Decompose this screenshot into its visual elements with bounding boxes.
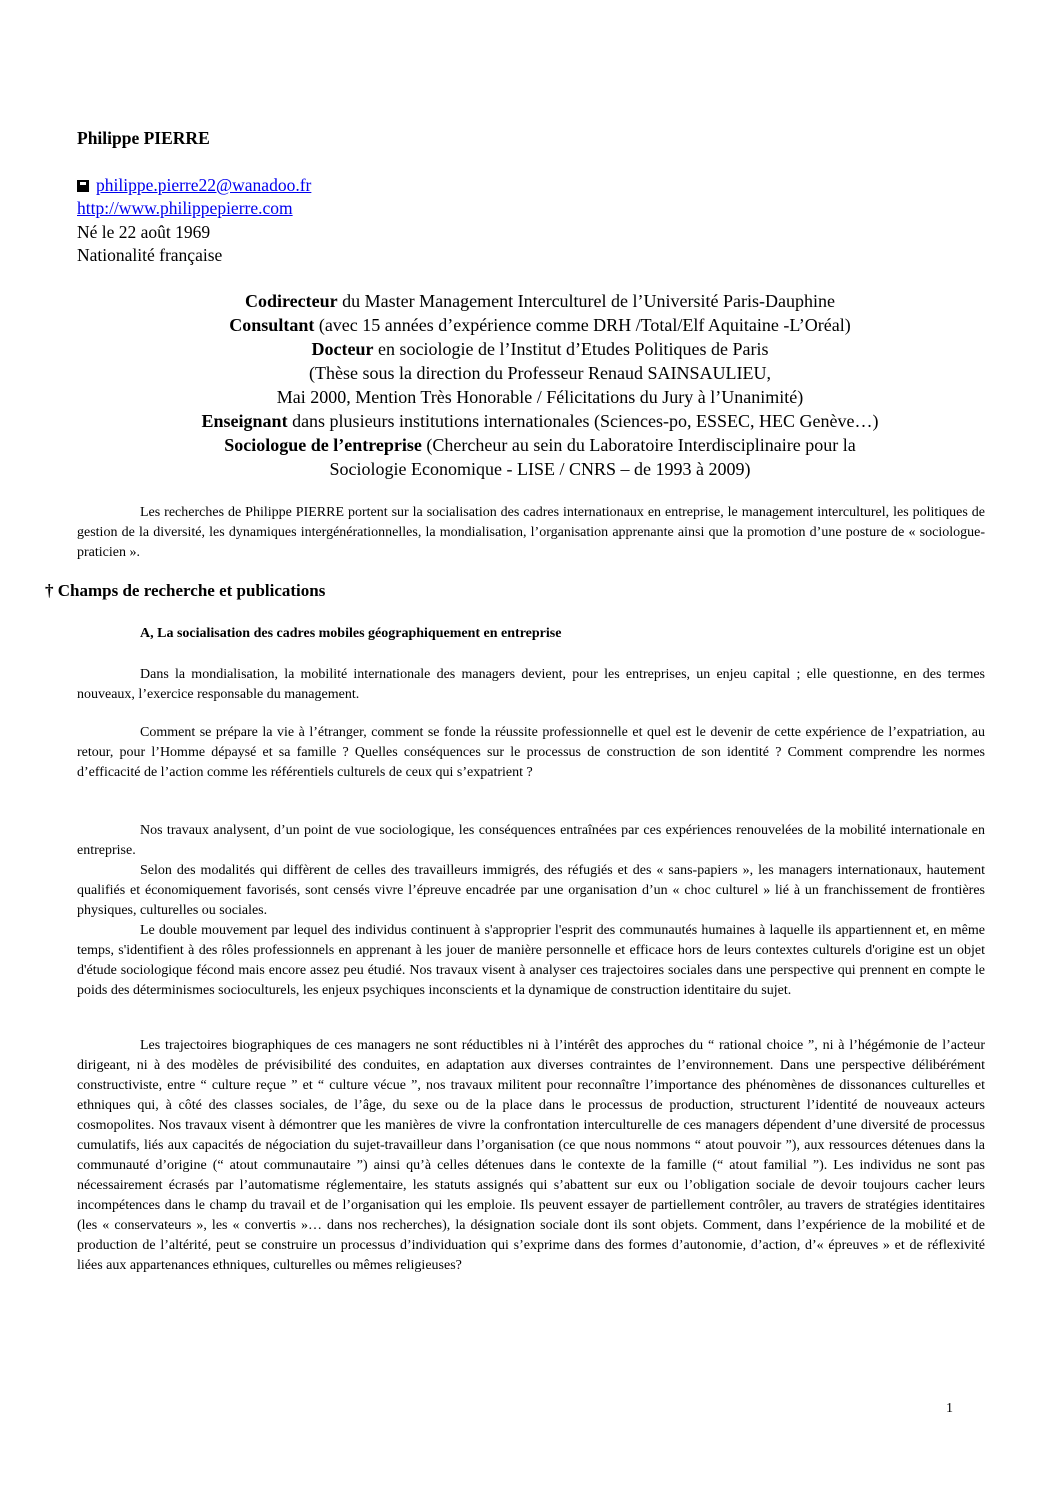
paragraph: Selon des modalités qui diffèrent de celles des travailleurs immigrés, des réfugiés et des « sans-papiers », les managers internationaux, hautement qualifiés et économiquement favorisés, sont censés vivre l’épreuve encadrée par une organisation d’un « choc culturel » lié à un franchissement de frontières physiques, culturelles ou sociales.	[77, 863, 985, 918]
paragraph: Les trajectoires biographiques de ces managers ne sont réductibles ni à l’intérêt des approches du “ rational choice ”, ni à l’hégémonie de l’acteur dirigeant, ni à des modèles de prévisibilité des conduites, en adaptation aux diverses contraintes de l’environnement. Dans une perspective délibérément constructiviste, entre “ culture reçue ” et “ culture vécue ”, nos travaux militent pour reconnaître l’importance des phénomènes de dissonances culturelles et ethniques qui, à côté des classes sociales, de l’âge, du sexe ou de la place dans le processus de production, structurent l’identité de nouveaux acteurs cosmopolites. Nos travaux visent à démontrer que les manières de vivre la confrontation interculturelle de ces managers dépendent d’une diversité de processus cumulatifs, liés aux capacités de négociation du sujet-travailleur dans l’organisation (ce que nous nommons “ atout pouvoir ”), aux ressources détenues dans la communauté d’origine (“ atout communautaire ”) ainsi qu’à celles détenues dans le contexte de la famille (“ atout familial ”). Les individus ne sont pas nécessairement écrasés par l’automatisme réglementaire, les statuts assignés qui s’abattent sur eux ou l’obligation sociale de devoir toujours cacher leurs incompétences dans le champ du travail et de l’organisation qui les emploie. Ils peuvent essayer de partiellement contrôler, au travers de stratégies identitaires (les « conservateurs », les « convertis »… dans nos recherches), la désignation sociale dont ils sont objets. Comment, dans l’expérience de la mobilité et de production de l’altérité, peut se construire un processus d’individuation qui s’exprime dans des formes d’autonomie, d’action, d’« épreuves » et de réflexivité liées aux appartenances ethniques, culturelles ou mêmes religieuses?	[77, 1038, 985, 1273]
position-detail: Mai 2000, Mention Très Honorable / Félicitations du Jury à l’Unanimité)	[276, 387, 804, 407]
paragraph: Dans la mondialisation, la mobilité internationale des managers devient, pour les entreprises, un enjeu capital ; elle questionne, en des termes nouveaux, l’exercice responsable du management.	[77, 667, 985, 702]
author-name: Philippe PIERRE	[77, 128, 210, 148]
position-detail: dans plusieurs institutions internationales (Sciences-po, ESSEC, HEC Genève…)	[287, 411, 879, 431]
positions-block	[100, 289, 980, 481]
email-line	[77, 174, 311, 198]
position-detail: du Master Management Interculturel de l’Université Paris-Dauphine	[337, 291, 835, 311]
position-role: Sociologue de l’entreprise	[224, 435, 422, 455]
subsection-heading: A, La socialisation des cadres mobiles géographiquement en entreprise	[140, 626, 562, 641]
paragraph: Nos travaux analysent, d’un point de vue sociologique, les conséquences entraînées par ces expériences renouvelées de la mobilité internationale en entreprise.	[77, 823, 985, 858]
position-detail: (avec 15 années d’expérience comme DRH /Total/Elf Aquitaine -L’Oréal)	[314, 315, 851, 335]
contact-header	[77, 127, 311, 268]
position-role: Consultant	[229, 315, 315, 335]
position-role: Codirecteur	[245, 291, 338, 311]
position-line	[100, 409, 980, 433]
position-detail: en sociologie de l’Institut d’Etudes Politiques de Paris	[373, 339, 769, 359]
position-role: Docteur	[311, 339, 374, 359]
intro-paragraph: Les recherches de Philippe PIERRE portent sur la socialisation des cadres internationaux en entreprise, le management interculturel, les politiques de gestion de la diversité, les dynamiques intergénérationnelles, la mondialisation, l’organisation apprenante ainsi que la promotion d’une posture de « sociologue-praticien ».	[77, 505, 985, 560]
email-link[interactable]: philippe.pierre22@wanadoo.fr	[96, 174, 312, 195]
page-number: 1	[946, 1401, 953, 1416]
dagger-icon: †	[45, 581, 54, 600]
position-line	[100, 313, 980, 337]
paragraph: Le double mouvement par lequel des individus continuent à s'approprier l'esprit des communautés humaines à laquelle ils appartiennent et, en même temps, s'identifient à des rôles professionnels en apprenant à les jouer de manière personnelle et efficace hors de leurs contextes culturels d'origine est un objet d'étude sociologique fécond mais encore assez peu étudié. Nos travaux visent à analyser ces trajectoires sociales dans une perspective qui prennent en compte le poids des déterminismes socioculturels, les enjeux psychiques inconscients et la dynamique de construction identitaire du sujet.	[77, 923, 985, 998]
position-line	[100, 289, 980, 313]
website-link[interactable]: http://www.philippepierre.com	[77, 198, 293, 218]
position-line	[100, 385, 980, 409]
nationality: Nationalité française	[77, 245, 223, 265]
position-line	[100, 337, 980, 361]
position-detail: (Thèse sous la direction du Professeur Renaud SAINSAULIEU,	[309, 363, 771, 383]
birth-date: Né le 22 août 1969	[77, 221, 211, 242]
position-role: Enseignant	[201, 411, 288, 431]
position-line	[100, 433, 980, 457]
position-line	[100, 457, 980, 481]
section-title: Champs de recherche et publications	[57, 581, 326, 600]
position-detail: Sociologie Economique - LISE / CNRS – de 1993 à 2009)	[329, 459, 751, 479]
position-line	[100, 361, 980, 385]
section-heading	[45, 581, 325, 601]
paragraph: Comment se prépare la vie à l’étranger, comment se fonde la réussite professionnelle et quel est le devenir de cette expérience de l’expatriation, au retour, pour l’Homme dépaysé et sa famille ? Quelles conséquences sur le processus de construction de son identité ? Comment comprendre les normes d’efficacité de l’action comme les référentiels culturels de ceux qui s’expatrient ?	[77, 725, 985, 780]
telephone-icon	[77, 180, 89, 192]
position-detail: (Chercheur au sein du Laboratoire Interdisciplinaire pour la	[421, 435, 856, 455]
